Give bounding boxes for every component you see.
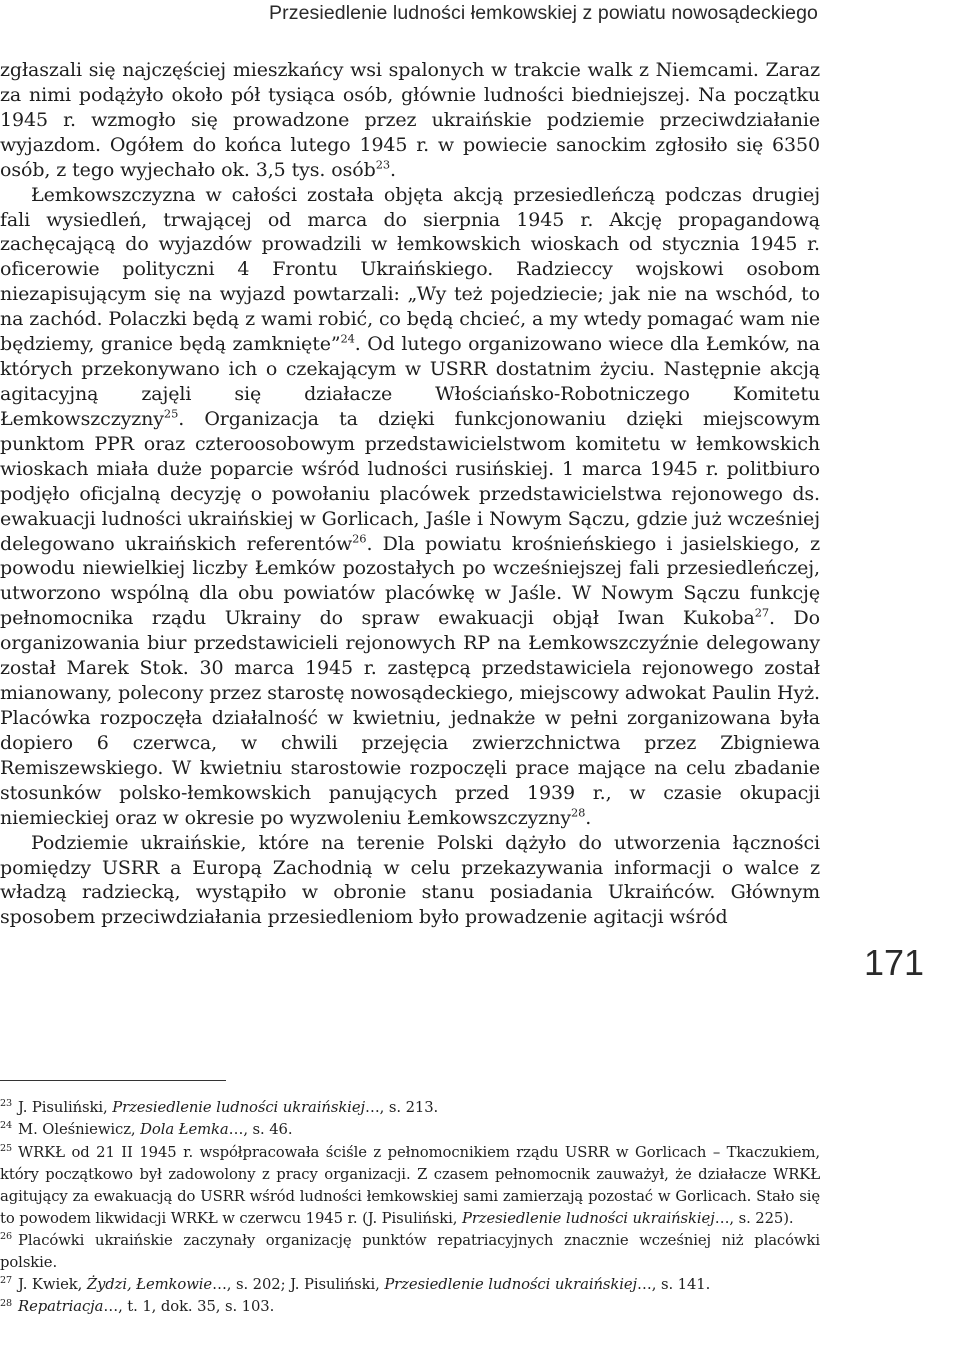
cited-title: Żydzi, Łemkowie bbox=[86, 1276, 213, 1294]
text-segment: …, s. 225). bbox=[714, 1209, 794, 1227]
footnote-ref: 24 bbox=[340, 331, 355, 346]
text-segment: …, s. 141. bbox=[637, 1276, 711, 1294]
footnote-separator bbox=[0, 1080, 226, 1081]
text-segment: . Dla powiatu krośnieńskiego i jasielskiego, z powodu niewielkiej liczby Łemków pozostałych po wcześniejszej fali przesiedleńczej, utworzono wspólną dla obu powiatów placówkę w Jaśle. W Nowym Sączu funkcję pełnomocnika rządu Ukrainy do spraw ewakuacji objął Iwan Kukoba bbox=[0, 532, 821, 630]
footnote bbox=[0, 1274, 820, 1296]
text-segment: zgłaszali się najczęściej mieszkańcy wsi spalonych w trakcie walk z Niemcami. Zaraz za nimi podążyło około pół tysiąca osób, głównie ludności biedniejszej. Na początku 1945 r. wzmogło się prowadzone przez ukraińskie podziemie przeciwdziałanie wyjazdom. Ogółem do końca lutego 1945 r. w powiecie sanockim zgłosiło się 6350 osób, z tego wyjechało ok. 3,5 tys. osób bbox=[0, 59, 820, 181]
text-segment: Placówki ukraińskie zaczynały organizację punktów repatriacyjnych znacznie wcześniej niż placówki polskie. bbox=[0, 1231, 820, 1271]
footnote-number: 28 bbox=[0, 1297, 13, 1309]
text-segment: . bbox=[390, 158, 396, 181]
footnote bbox=[0, 1097, 820, 1119]
footnote bbox=[0, 1230, 820, 1274]
footnote-number: 27 bbox=[0, 1275, 13, 1287]
footnote-ref: 26 bbox=[352, 531, 367, 546]
cited-title: Repatriacja bbox=[18, 1298, 104, 1316]
footnote bbox=[0, 1119, 820, 1141]
text-segment: . Od lutego organizowano wiece dla Łemków, na których przekonywano ich o czekającym w USRR dostatnim życiu. Następnie akcją agitacyjną zajęli się działacze Włościańsko-Robotniczego Komitetu Łemkowszczyzny bbox=[0, 333, 820, 430]
paragraph bbox=[0, 831, 820, 931]
footnote-ref: 27 bbox=[754, 605, 770, 620]
footnote-ref: 28 bbox=[570, 805, 586, 820]
paragraph bbox=[0, 58, 820, 183]
text-segment: …, s. 213. bbox=[364, 1099, 439, 1116]
text-segment: …, s. 46. bbox=[228, 1121, 293, 1139]
text-segment: …, t. 1, dok. 35, s. 103. bbox=[103, 1298, 275, 1316]
text-segment: M. Oleśniewicz, bbox=[18, 1121, 141, 1139]
text-segment: Podziemie ukraińskie, które na terenie Polski dążyło do utworzenia łączności pomiędzy USRR a Europą Zachodnią w celu przekazywania informacji o walce z władzą radziecką, wystąpiło w obronie stanu posiadania Ukraińców. Głównym sposobem przeciwdziałania przesiedleniom było prowadzenie agitacji wśród bbox=[0, 831, 820, 929]
footnote-ref: 25 bbox=[163, 406, 179, 421]
text-segment: . Organizacja ta dzięki funkcjonowaniu dzięki miejscowym punktom PPR oraz czteroosobowym przedstawicielstwom komitetu w łemkowskich wioskach miała duże poparcie wśród ludności rusińskiej. 1 marca 1945 r. politbiuro podjęło oficjalną decyzję o powołaniu placówek przedstawicielstwa rejonowego ds. ewakuacji ludności ukraińskiej w Gorlicach, Jaśle i Nowym Sączu, gdzie już wcześniej delegowano ukraińskich referentów bbox=[0, 407, 820, 555]
footnote bbox=[0, 1296, 820, 1318]
footnote-number: 23 bbox=[0, 1098, 13, 1110]
footnote-number: 25 bbox=[0, 1142, 13, 1154]
text-segment: WRKŁ od 21 II 1945 r. współpracowała ściśle z pełnomocnikiem rządu USRR w Gorlicach – Tkaczukiem, który początkowo był zadowolony z pracy organizacji. Z czasem pełnomocnik zauważył, że działacze WRKŁ agitujący za ewakuacją do USRR wśród ludności łemkowskiej sami zamierzają pozostać w Gorlicach. Stało się to powodem likwidacji WRKŁ w czerwcu 1945 r. (J. Pisuliński, bbox=[0, 1143, 820, 1227]
text-segment: …, s. 202; J. Pisuliński, bbox=[212, 1276, 385, 1294]
running-header: Przesiedlenie ludności łemkowskiej z powiatu nowosądeckiego bbox=[269, 2, 818, 24]
footnote-number: 24 bbox=[0, 1120, 13, 1132]
cited-title: Dola Łemka bbox=[140, 1121, 229, 1139]
cited-title: Przesiedlenie ludności ukraińskiej bbox=[384, 1276, 638, 1294]
text-segment: . bbox=[585, 806, 592, 829]
footnote-number: 26 bbox=[0, 1230, 13, 1242]
cited-title: Przesiedlenie ludności ukraińskiej bbox=[461, 1209, 715, 1227]
footnotes bbox=[0, 1097, 820, 1319]
paragraph bbox=[0, 183, 820, 831]
text-segment: J. Pisuliński, bbox=[18, 1099, 113, 1116]
main-body-text bbox=[0, 58, 820, 930]
cited-title: Przesiedlenie ludności ukraińskiej bbox=[112, 1099, 365, 1116]
text-segment: Łemkowszczyzna w całości została objęta akcją przesiedleńczą podczas drugiej fali wysiedleń, trwającej od marca do sierpnia 1945 r. Akcję propagandową zachęcającą do wyjazdów prowadzili w łemkowskich wioskach od stycznia 1945 r. oficerowie polityczni 4 Frontu Ukraińskiego. Radzieccy wojskowi osobom niezapisującym się na wyjazd powtarzali: „Wy też pojedziecie; jak nie na wschód, to na zachód. Polaczki będą z wami robić, co będą chcieć, a my wtedy pomagać wam nie będziemy, granice będą zamknięte” bbox=[0, 183, 820, 356]
footnote bbox=[0, 1142, 820, 1230]
page-number: 171 bbox=[864, 942, 925, 983]
text-segment: . Do organizowania biur przedstawicieli rejonowych RP na Łemkowszczyźnie delegowany został Marek Stok. 30 marca 1945 r. zastępcą przedstawiciela rejonowego został mianowany, polecony przez starostę nowosądeckiego, miejscowy adwokat Paulin Hyż. Placówka rozpoczęła działalność w kwietniu, jednakże w pełni zorganizowana była dopiero 6 czerwca, w chwili przejęcia zwierzchnictwa przez Zbigniewa Remiszewskiego. W kwietniu starostowie rozpoczęli prace mające na celu zbadanie stosunków polsko-łemkowskich panujących przed 1939 r., w czasie okupacji niemieckiej oraz w okresie po wyzwoleniu Łemkowszczyzny bbox=[0, 607, 820, 829]
text-segment: J. Kwiek, bbox=[18, 1276, 87, 1294]
footnote-ref: 23 bbox=[375, 157, 390, 172]
